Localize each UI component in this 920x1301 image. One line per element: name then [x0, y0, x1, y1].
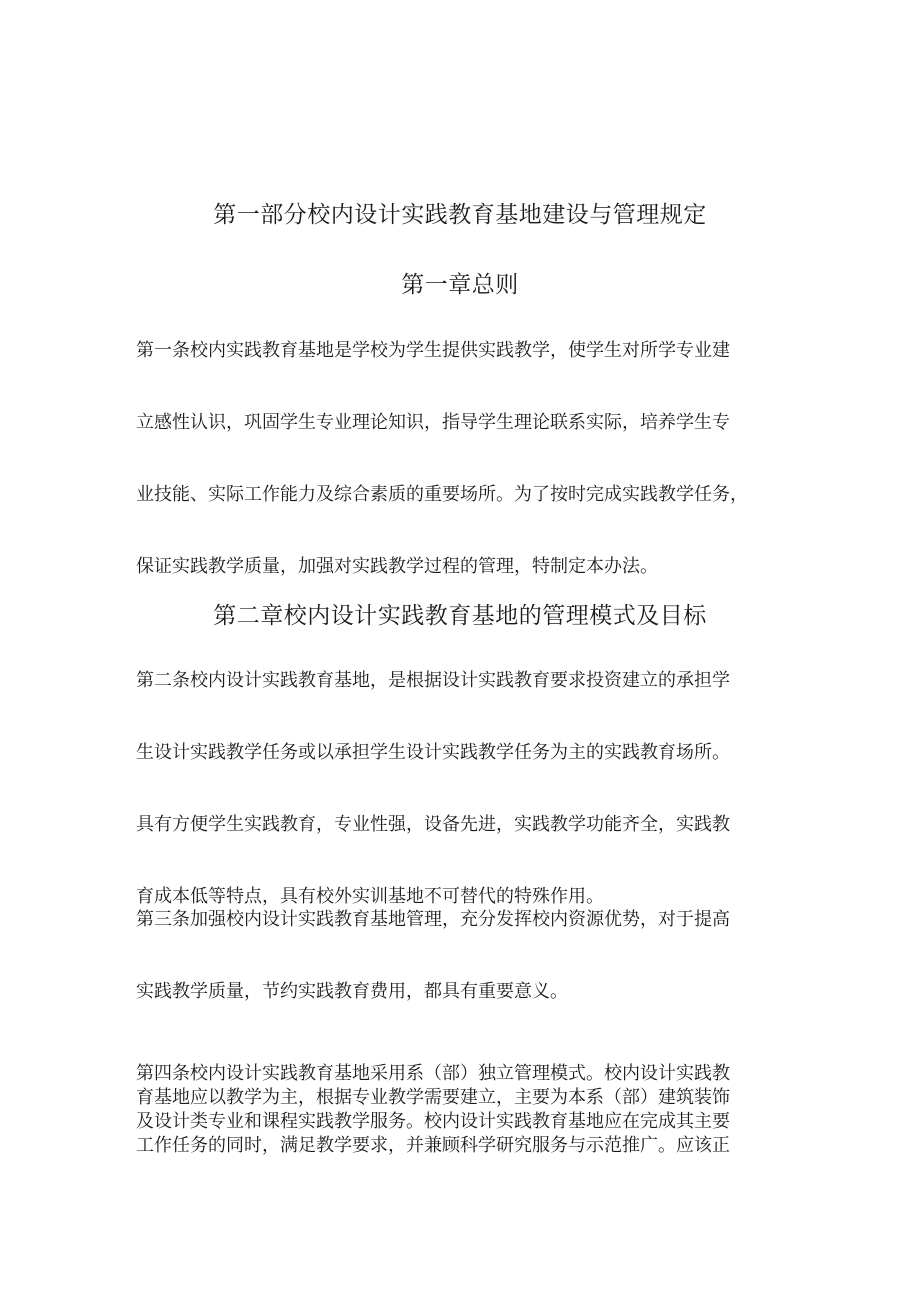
article-3-paragraph [136, 905, 796, 1007]
chapter-1-title: 第一章总则 [401, 272, 519, 298]
article-3-line: 实践教学质量，节约实践教育费用，都具有重要意义。 [136, 981, 568, 1002]
article-1-line: 立感性认识，巩固学生专业理论知识，指导学生理论联系实际，培养学生专 [136, 412, 730, 433]
article-1-line: 保证实践教学质量，加强对实践教学过程的管理，特制定本办法。 [136, 556, 658, 577]
article-4-line: 育基地应以教学为主，根据专业教学需要建立，主要为本系（部）建筑装饰 [136, 1087, 730, 1108]
chapter-2-title: 第二章校内设计实践教育基地的管理模式及目标 [213, 603, 707, 629]
article-2-line: 第二条校内设计实践教育基地，是根据设计实践教育要求投资建立的承担学 [136, 670, 730, 691]
article-4-line: 及设计类专业和课程实践教学服务。校内设计实践教育基地应在完成其主要 [136, 1111, 730, 1132]
part-title: 第一部分校内设计实践教育基地建设与管理规定 [213, 202, 707, 228]
article-2-line: 育成本低等特点，具有校外实训基地不可替代的特殊作用。 [136, 886, 604, 907]
article-2-paragraph [136, 666, 796, 912]
article-1-line: 第一条校内实践教育基地是学校为学生提供实践教学，使学生对所学专业建 [136, 340, 730, 361]
article-1-line: 业技能、实际工作能力及综合素质的重要场所。为了按时完成实践教学任务， [136, 484, 748, 505]
article-4-line: 第四条校内设计实践教育基地采用系（部）独立管理模式。校内设计实践教 [136, 1063, 730, 1084]
article-3-line: 第三条加强校内设计实践教育基地管理，充分发挥校内资源优势，对于提高 [136, 909, 730, 930]
article-2-line: 生设计实践教学任务或以承担学生设计实践教学任务为主的实践教育场所。 [136, 742, 730, 763]
article-2-line: 具有方便学生实践教育，专业性强，设备先进，实践教学功能齐全，实践教 [136, 814, 730, 835]
article-4-paragraph [136, 1062, 796, 1158]
article-4-line: 工作任务的同时，满足教学要求，并兼顾科学研究服务与示范推广。应该正 [136, 1135, 730, 1156]
article-1-paragraph [136, 336, 796, 582]
